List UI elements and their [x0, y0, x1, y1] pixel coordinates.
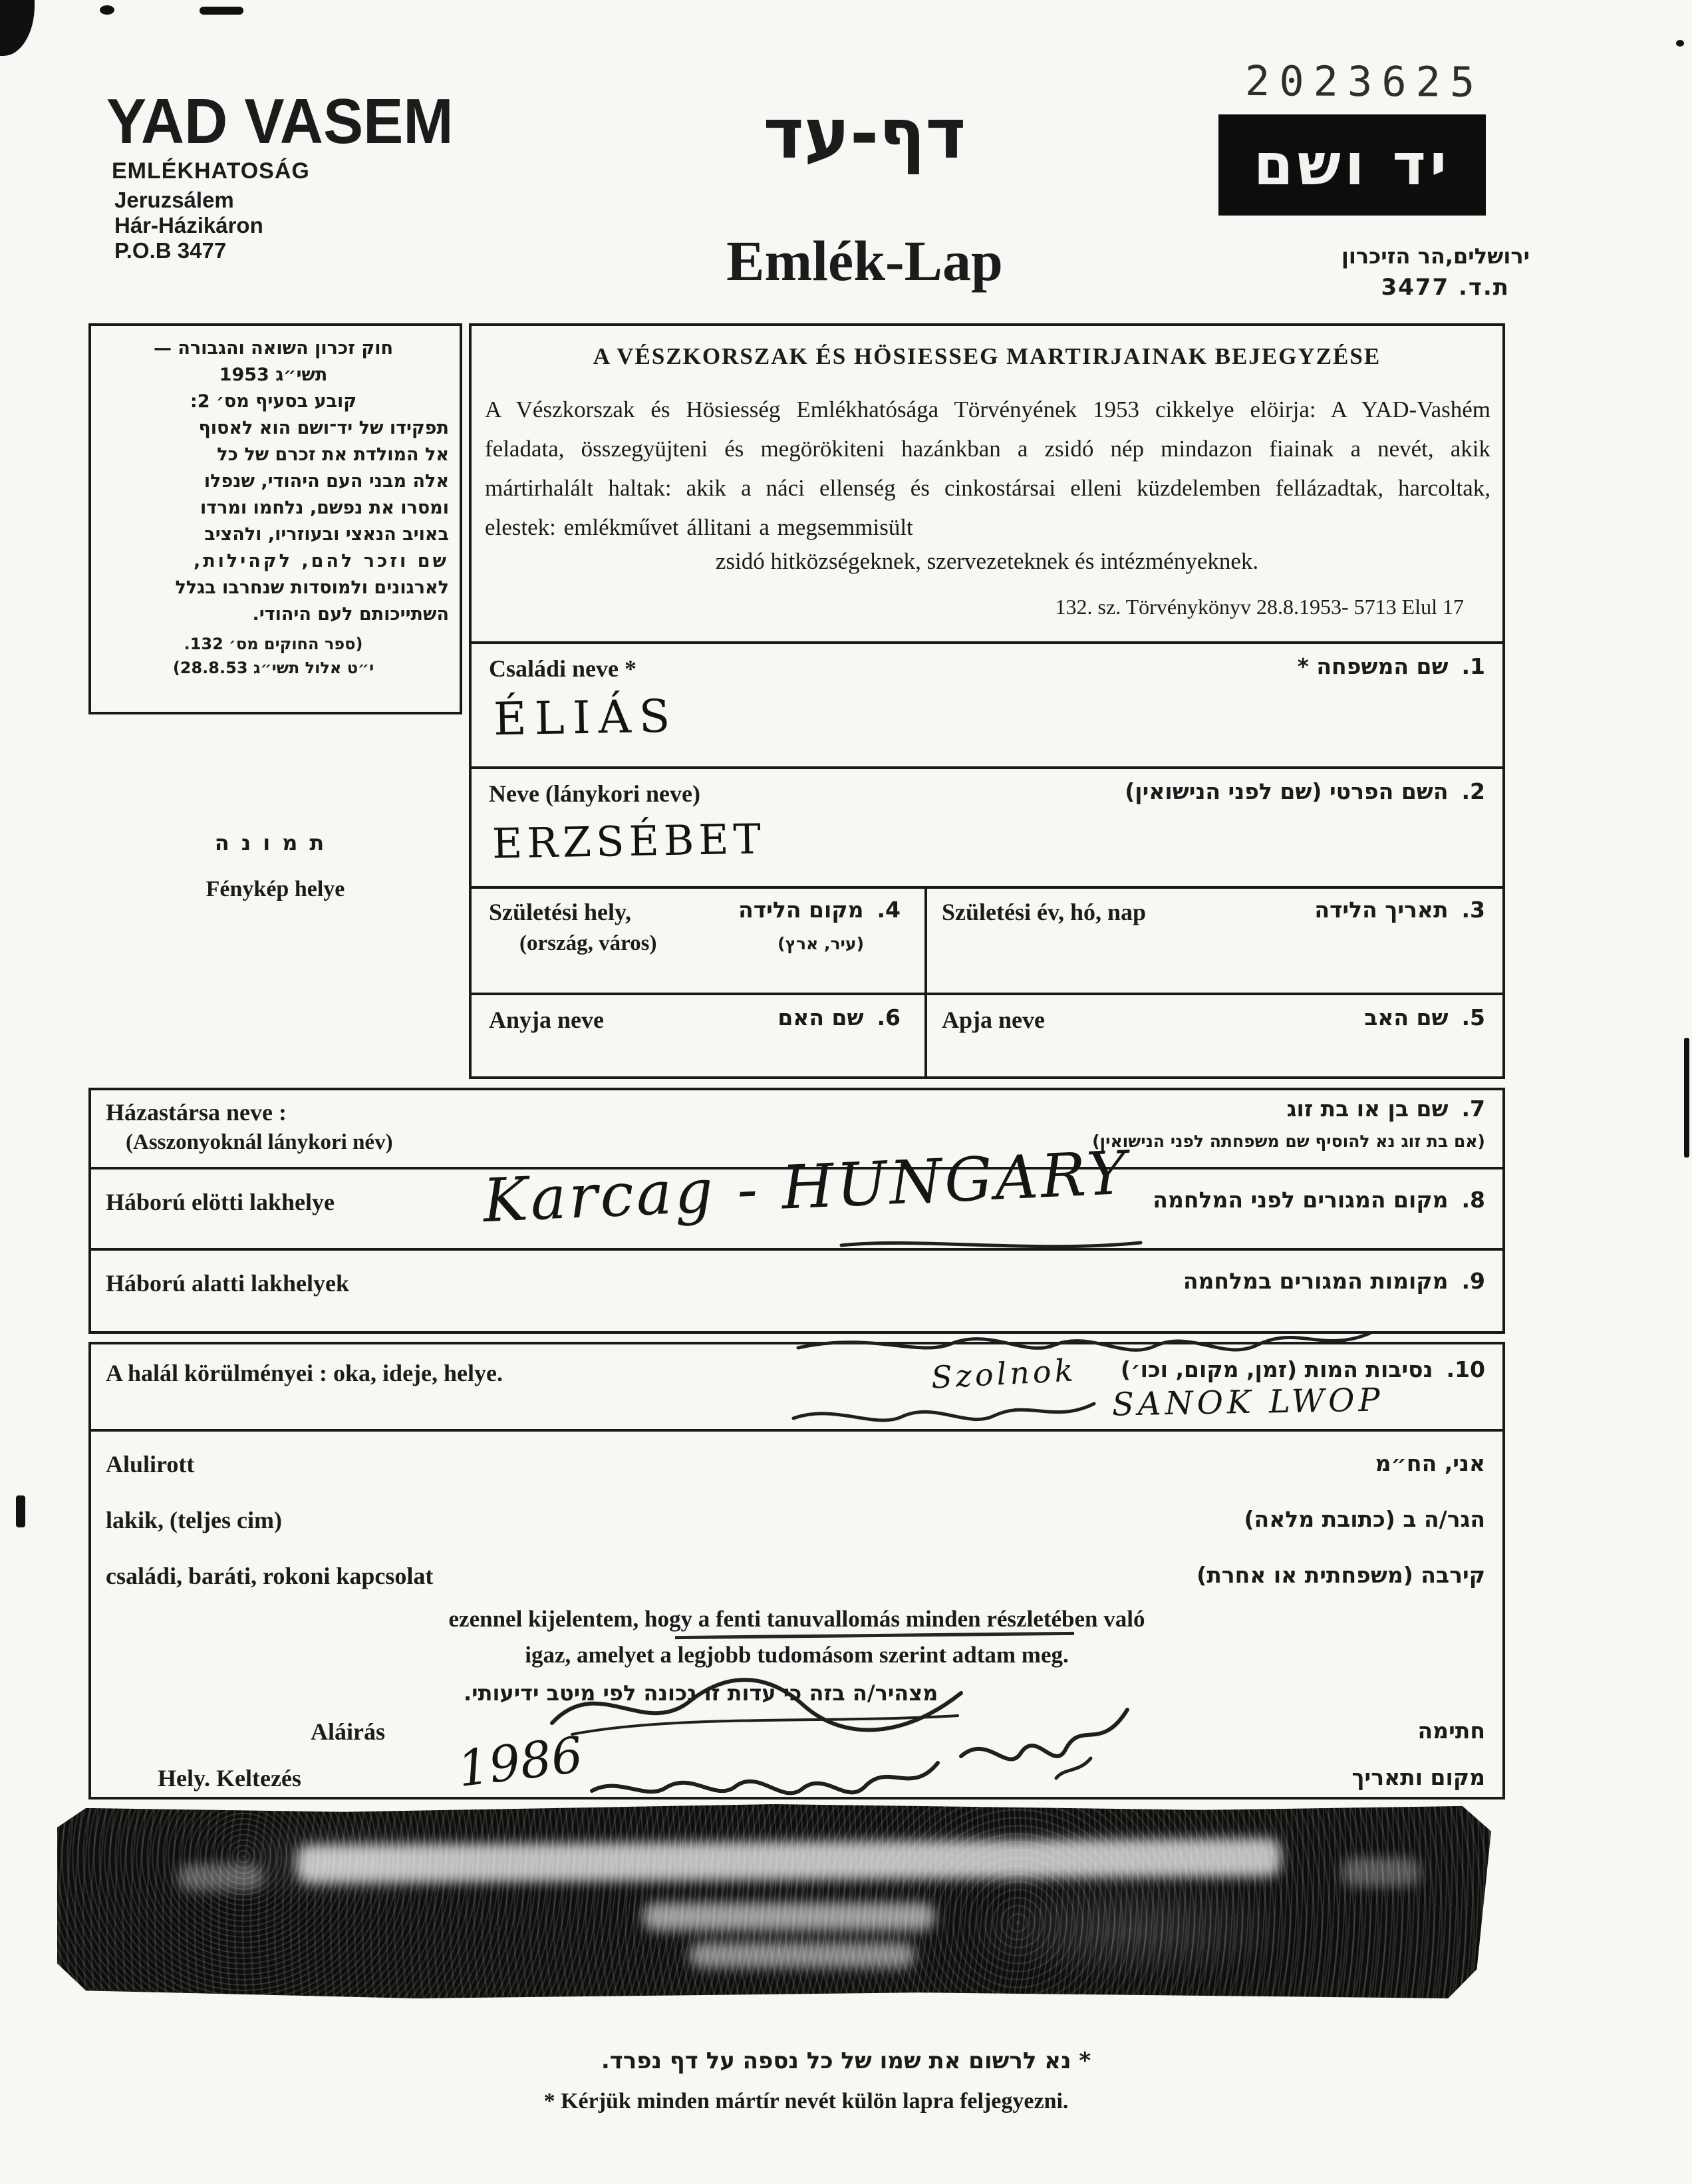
- field-father-name-label-he: [1364, 1005, 1485, 1030]
- handwriting-scribble: [788, 1394, 1101, 1429]
- field-number: .7: [1461, 1096, 1485, 1122]
- statement-line-1: ezennel kijelentem, hogy a fenti tanuvallomás minden részletében való: [448, 1606, 1145, 1632]
- org-name: YAD VASEM: [106, 86, 454, 157]
- field-number: .2: [1461, 778, 1485, 804]
- field-family-name-label-hu: Családi neve *: [489, 655, 637, 682]
- stamp-band-smudge: [177, 1864, 263, 1891]
- intro-body-last: zsidó hitközségeknek, szervezeteknek és intézményeknek.: [715, 548, 1259, 574]
- org-address-line: Hár-Házikáron: [114, 213, 263, 237]
- field-number: .9: [1461, 1268, 1485, 1294]
- footer-note-hebrew-text: נא לרשום את שמו של כל נספה על דף נפרד.: [601, 2048, 1071, 2074]
- field-first-name-label-hu: Neve (lánykori neve): [489, 780, 700, 807]
- yad-vashem-logo-text: יד ושם: [1253, 132, 1451, 198]
- law-line: אלה מבני העם היהודי, שנפלו: [204, 471, 449, 492]
- scan-artifact: [0, 0, 35, 56]
- field-number: .6: [877, 1005, 901, 1030]
- field-spouse-label-he: [1287, 1096, 1485, 1122]
- stamp-band: [57, 1804, 1491, 1998]
- field-first-name-value: ERZSÉBET: [492, 814, 766, 868]
- field-spouse-sublabel-he: (אם בת זוג נא להוסיף שם משפחתה לפני הנישואין): [1092, 1132, 1485, 1151]
- field-label-hebrew: שם האב: [1364, 1005, 1449, 1030]
- stamp-band-smudge: [297, 1838, 1281, 1883]
- footer-note-star: *: [1079, 2048, 1091, 2074]
- field-birth-place-label-hu: Születési hely,: [489, 899, 631, 925]
- divider: [472, 993, 1502, 995]
- undersigned-label-he: אני, הח״מ: [1375, 1450, 1485, 1476]
- field-death-value-latin-1: Szolnok: [930, 1352, 1077, 1396]
- field-label-hebrew: מקומות המגורים במלחמה: [1183, 1268, 1449, 1294]
- place-date-label-hu: Hely. Keltezés: [158, 1765, 301, 1792]
- field-label-hebrew: שם בן או בת זוג: [1286, 1096, 1449, 1122]
- law-line: קובע בסעיף מס׳ 2:: [190, 391, 357, 412]
- field-label-hebrew: השם הפרטי (שם לפני הנישואין): [1125, 778, 1449, 804]
- field-label-hebrew: מקום הלידה: [738, 897, 864, 923]
- intro-body: A Vészkorszak és Hösiesség Emlékhatósága Törvényének 1953 cikkelye elöirja: A YAD-Vashém feladata, összegyüjteni és megörökiteni hazánkban a zsidó nép mindazon fiainak a nevét, akik mártirhalált haltak: akik a náci ellenség és cinkostársai elleni küzdelemben fellázadtak, harcoltak, elestek: emlékművet állitani a megsemmisült: [485, 396, 1490, 540]
- hebrew-address-line: ת.ד. 3477: [1381, 274, 1510, 301]
- footer-note-star: *: [543, 2089, 555, 2113]
- field-birth-date-label-he: [1314, 897, 1485, 923]
- law-line: י״ט אלול תשי״ג 28.8.53): [172, 659, 374, 677]
- signature-label-hu: Aláirás: [311, 1718, 385, 1745]
- stamp-band-smudge: [642, 1903, 935, 1931]
- hebrew-address-line: ירושלים,הר הזיכרון: [1341, 243, 1530, 269]
- stamp-band-smudge: [689, 1943, 915, 1968]
- yad-vashem-logo: [1218, 114, 1486, 216]
- field-wartime-label-he: [1183, 1268, 1485, 1294]
- divider: [472, 766, 1502, 769]
- field-number: .3: [1461, 897, 1485, 923]
- field-family-name-value: ÉLIÁS: [493, 690, 679, 746]
- photo-label-hungarian: Fénykép helye: [206, 877, 345, 901]
- law-line: שם וזכר להם, לקהילות,: [193, 551, 449, 571]
- signature-scribble-hebrew: [951, 1693, 1137, 1780]
- law-line: חוק זכרון השואה והגבורה —: [153, 338, 394, 359]
- field-family-name-label-he: [1298, 653, 1485, 679]
- stamp-number: 2023625: [1244, 57, 1484, 106]
- scan-artifact: [1684, 1038, 1689, 1158]
- field-number: .10: [1446, 1356, 1485, 1382]
- field-number: .8: [1461, 1187, 1485, 1213]
- handwritten-date-year: 1986: [454, 1726, 586, 1799]
- handwriting-underline: [838, 1236, 1144, 1255]
- field-death-label-hu: A halál körülményei : oka, ideje, helye.: [106, 1360, 503, 1386]
- photo-label-hebrew: תמונה: [214, 830, 337, 856]
- address-label-hu: lakik, (teljes cim): [106, 1507, 282, 1533]
- hebrew-doc-title: דף-עד: [763, 93, 966, 174]
- org-address-line: P.O.B 3477: [114, 238, 227, 263]
- law-text-box: [88, 323, 462, 714]
- scan-artifact: [100, 5, 114, 15]
- place-date-label-he: מקום ותאריך: [1351, 1764, 1485, 1790]
- field-prewar-label-he: [1153, 1187, 1485, 1213]
- statement-hebrew: מצהיר/ה בזה כי עדות זו נכונה לפי מיטב ידיעותי.: [464, 1680, 938, 1706]
- footer-note-hebrew: [0, 2048, 1692, 2074]
- field-mother-name-label-he: [777, 1005, 901, 1030]
- law-line: ומסרו את נפשם, נלחמו ומרדו: [200, 498, 449, 518]
- org-address-line: Jeruzsálem: [114, 188, 234, 212]
- field-prewar-residence-value: Karcag - HUNGARY: [482, 1138, 1131, 1237]
- relation-label-he: קירבה (משפחתית או אחרת): [1197, 1562, 1485, 1588]
- field-death-value-latin-2: SANOK LWOP: [1111, 1381, 1385, 1424]
- field-label-hebrew: נסיבות המות (זמן, מקום, וכו׳): [1120, 1356, 1433, 1382]
- field-label-hebrew: שם המשפחה *: [1297, 653, 1449, 679]
- footer-note-hungarian: [0, 2089, 1652, 2114]
- stamp-band-smudge: [1341, 1857, 1421, 1887]
- field-birth-place-sublabel-hu: (ország, város): [519, 931, 657, 955]
- field-label-hebrew: שם האם: [777, 1005, 864, 1030]
- relation-label-hu: családi, baráti, rokoni kapcsolat: [106, 1563, 434, 1589]
- field-birth-place-label-he: [738, 897, 901, 923]
- statement-line-2: igaz, amelyet a legjobb tudomásom szerint adtam meg.: [525, 1642, 1069, 1668]
- handwritten-date-scribble: [585, 1743, 944, 1806]
- law-line: השתייכותם לעם היהודי.: [252, 604, 449, 625]
- field-spouse-label-hu: Házastársa neve :: [106, 1099, 287, 1126]
- field-number: .1: [1461, 653, 1485, 679]
- field-prewar-label-hu: Háború elötti lakhelye: [106, 1189, 335, 1215]
- law-line: (ספר החוקים מס׳ 132.: [184, 635, 363, 653]
- handwriting-scribble: [791, 1321, 1377, 1362]
- field-wartime-label-hu: Háború alatti lakhelyek: [106, 1270, 350, 1297]
- scan-artifact: [16, 1495, 25, 1527]
- divider: [472, 641, 1502, 644]
- field-first-name-label-he: [1125, 778, 1485, 804]
- address-label-he: הגר/ה ב (כתובת מלאה): [1244, 1506, 1485, 1532]
- footer-note-hungarian-text: Kérjük minden mártír nevét külön lapra feljegyezni.: [561, 2089, 1069, 2113]
- intro-title: A VÉSZKORSZAK ÉS HÖSIESSEG MARTIRJAINAK BEJEGYZÉSE: [593, 343, 1381, 369]
- field-number: .5: [1461, 1005, 1485, 1030]
- scan-artifact: [200, 7, 243, 15]
- law-line: תשי״ג 1953: [219, 365, 328, 385]
- law-line: לארגונים ולמוסדות שנחרבו בגלל: [175, 577, 449, 598]
- field-birth-place-sublabel-he: (עיר, ארץ): [777, 934, 864, 953]
- scan-artifact: [1676, 40, 1684, 47]
- field-label-hebrew: מקום המגורים לפני המלחמה: [1153, 1187, 1449, 1213]
- field-mother-name-label-hu: Anyja neve: [489, 1007, 604, 1033]
- divider: [472, 886, 1502, 889]
- divider: [924, 886, 927, 1076]
- field-father-name-label-hu: Apja neve: [942, 1007, 1045, 1033]
- law-line: תפקידו של יד־ושם הוא לאסוף: [198, 418, 449, 438]
- signature-label-he: חתימה: [1417, 1718, 1485, 1744]
- law-reference: 132. sz. Törvénykönyv 28.8.1953- 5713 Elul 17: [1055, 595, 1464, 619]
- undersigned-label-hu: Alulirott: [106, 1451, 195, 1478]
- org-subtitle: EMLÉKHATOSÁG: [112, 158, 310, 184]
- doc-title: Emlék-Lap: [726, 229, 1003, 293]
- field-spouse-sublabel-hu: (Asszonyoknál lánykori név): [126, 1130, 393, 1154]
- field-birth-date-label-hu: Születési év, hó, nap: [942, 899, 1147, 925]
- field-number: .4: [877, 897, 901, 923]
- law-line: אל המולדת את זכרם של כל: [217, 444, 449, 465]
- field-label-hebrew: תאריך הלידה: [1314, 897, 1449, 923]
- law-line: באויב הנאצי ובעוזריו, ולהציב: [204, 524, 449, 545]
